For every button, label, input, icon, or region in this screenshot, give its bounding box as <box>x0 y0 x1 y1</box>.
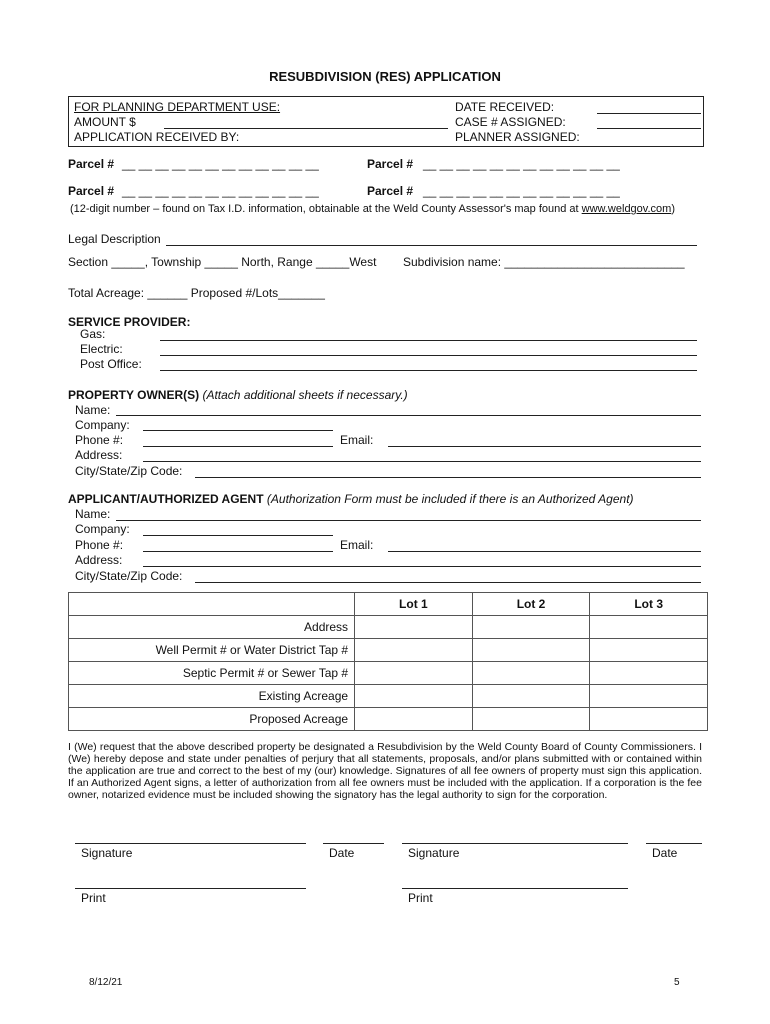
table-row <box>69 685 708 708</box>
parcel-label: Parcel # <box>367 157 414 171</box>
date-1-input[interactable] <box>323 843 384 844</box>
print-2-label: Print <box>408 891 433 905</box>
case-assigned-label: CASE # ASSIGNED: <box>455 115 566 129</box>
table-corner <box>69 593 355 616</box>
signature-2-input[interactable] <box>402 843 628 844</box>
footer-date: 8/12/21 <box>89 977 123 988</box>
owner-address-input[interactable] <box>143 461 701 462</box>
amount-input[interactable] <box>164 128 448 129</box>
lot-1-address-cell[interactable] <box>355 616 473 639</box>
signature-1-label: Signature <box>81 846 133 860</box>
subdivision-name[interactable]: Subdivision name: ___________________________ <box>403 255 685 269</box>
certification-text: I (We) request that the above described property be designated a Resubdivision by the Weld County Board of County Commissioners. I (We) hereby depose and state under penalties of perjury that all statements, proposals, and/or plans submitted with or contained within the application are true and correct to the best of my (our) knowledge. Signatures of all fee owners of property must sign this application. If an Authorized Agent signs, a letter of authorization from all fee owners must be included with the application. If a corporation is the fee owner, notarized evidence must be included showing the signatory has the legal authority to sign for the corporation. <box>68 741 702 801</box>
agent-address-label: Address: <box>75 553 123 567</box>
acreage-lots[interactable]: Total Acreage: ______ Proposed #/Lots_______ <box>68 286 325 300</box>
parcel-2-input[interactable]: __ __ __ __ __ __ __ __ __ __ __ __ <box>423 157 620 171</box>
agent-address-input[interactable] <box>143 566 701 567</box>
parcel-label: Parcel # <box>68 184 115 198</box>
row-label-existing-acreage: Existing Acreage <box>69 685 355 708</box>
signature-1-input[interactable] <box>75 843 306 844</box>
table-row <box>69 639 708 662</box>
parcel-note: (12-digit number – found on Tax I.D. information, obtainable at the Weld County Assessor's map found at www.weldgov.com) <box>70 203 675 215</box>
parcel-1-input[interactable]: __ __ __ __ __ __ __ __ __ __ __ __ <box>122 157 319 171</box>
gas-label: Gas: <box>80 327 106 341</box>
owner-name-label: Name: <box>75 403 111 417</box>
print-2-input[interactable] <box>402 888 628 889</box>
owner-email-input[interactable] <box>388 446 701 447</box>
date-2-input[interactable] <box>646 843 702 844</box>
table-row <box>69 708 708 731</box>
lot-2-proposed-acreage-cell[interactable] <box>472 708 590 731</box>
owner-email-label: Email: <box>340 433 374 447</box>
owner-heading: PROPERTY OWNER(S) (Attach additional sheets if necessary.) <box>68 388 408 402</box>
post-office-label: Post Office: <box>80 357 142 371</box>
agent-city-label: City/State/Zip Code: <box>75 569 183 583</box>
legal-description-input[interactable] <box>166 245 697 246</box>
office-use-label: FOR PLANNING DEPARTMENT USE: <box>74 100 281 114</box>
table-header-row <box>69 593 708 616</box>
agent-company-label: Company: <box>75 522 130 536</box>
column-header-lot-3: Lot 3 <box>590 593 708 616</box>
lot-1-proposed-acreage-cell[interactable] <box>355 708 473 731</box>
date-received-input[interactable] <box>597 113 701 114</box>
date-1-label: Date <box>329 846 355 860</box>
print-1-input[interactable] <box>75 888 306 889</box>
signature-2-label: Signature <box>408 846 460 860</box>
row-label-proposed-acreage: Proposed Acreage <box>69 708 355 731</box>
section-township-range[interactable]: Section _____, Township _____ North, Range _____West <box>68 255 377 269</box>
electric-input[interactable] <box>160 355 697 356</box>
lots-table <box>68 592 708 731</box>
owner-company-label: Company: <box>75 418 130 432</box>
lot-2-well-cell[interactable] <box>472 639 590 662</box>
lot-3-well-cell[interactable] <box>590 639 708 662</box>
received-by-label: APPLICATION RECEIVED BY: <box>74 130 240 144</box>
parcel-label: Parcel # <box>68 157 115 171</box>
date-2-label: Date <box>652 846 678 860</box>
agent-name-input[interactable] <box>116 520 701 521</box>
owner-address-label: Address: <box>75 448 123 462</box>
owner-name-input[interactable] <box>116 415 701 416</box>
lot-2-septic-cell[interactable] <box>472 662 590 685</box>
planner-assigned-label: PLANNER ASSIGNED: <box>455 130 580 144</box>
amount-label: AMOUNT $ <box>74 115 136 129</box>
agent-heading: APPLICANT/AUTHORIZED AGENT (Authorization Form must be included if there is an Authorized Agent) <box>68 492 634 506</box>
parcel-label: Parcel # <box>367 184 414 198</box>
service-provider-heading: SERVICE PROVIDER: <box>68 315 191 329</box>
lot-1-septic-cell[interactable] <box>355 662 473 685</box>
legal-description-label: Legal Description <box>68 232 161 246</box>
agent-phone-label: Phone #: <box>75 538 124 552</box>
lot-1-existing-acreage-cell[interactable] <box>355 685 473 708</box>
post-office-input[interactable] <box>160 370 697 371</box>
parcel-3-input[interactable]: __ __ __ __ __ __ __ __ __ __ __ __ <box>122 184 319 198</box>
agent-phone-input[interactable] <box>143 551 333 552</box>
column-header-lot-1: Lot 1 <box>355 593 473 616</box>
parcel-4-input[interactable]: __ __ __ __ __ __ __ __ __ __ __ __ <box>423 184 620 198</box>
date-received-label: DATE RECEIVED: <box>455 100 555 114</box>
agent-email-input[interactable] <box>388 551 701 552</box>
lot-3-proposed-acreage-cell[interactable] <box>590 708 708 731</box>
owner-city-input[interactable] <box>195 477 701 478</box>
owner-city-label: City/State/Zip Code: <box>75 464 183 478</box>
agent-name-label: Name: <box>75 507 111 521</box>
lot-2-existing-acreage-cell[interactable] <box>472 685 590 708</box>
agent-company-input[interactable] <box>143 535 333 536</box>
lot-2-address-cell[interactable] <box>472 616 590 639</box>
page-title: RESUBDIVISION (RES) APPLICATION <box>269 69 501 84</box>
table-row <box>69 662 708 685</box>
row-label-address: Address <box>69 616 355 639</box>
agent-city-input[interactable] <box>195 582 701 583</box>
print-1-label: Print <box>81 891 106 905</box>
row-label-well-permit: Well Permit # or Water District Tap # <box>69 639 355 662</box>
weldgov-link[interactable]: www.weldgov.com <box>581 203 672 215</box>
lot-3-existing-acreage-cell[interactable] <box>590 685 708 708</box>
case-assigned-input[interactable] <box>597 128 701 129</box>
row-label-septic-permit: Septic Permit # or Sewer Tap # <box>69 662 355 685</box>
page-number: 5 <box>674 977 680 988</box>
office-use-box <box>68 96 704 147</box>
agent-email-label: Email: <box>340 538 374 552</box>
column-header-lot-2: Lot 2 <box>472 593 590 616</box>
electric-label: Electric: <box>80 342 123 356</box>
lot-1-well-cell[interactable] <box>355 639 473 662</box>
owner-phone-input[interactable] <box>143 446 333 447</box>
owner-phone-label: Phone #: <box>75 433 124 447</box>
lot-3-address-cell[interactable] <box>590 616 708 639</box>
gas-input[interactable] <box>160 340 697 341</box>
owner-company-input[interactable] <box>143 430 333 431</box>
table-row <box>69 616 708 639</box>
lot-3-septic-cell[interactable] <box>590 662 708 685</box>
